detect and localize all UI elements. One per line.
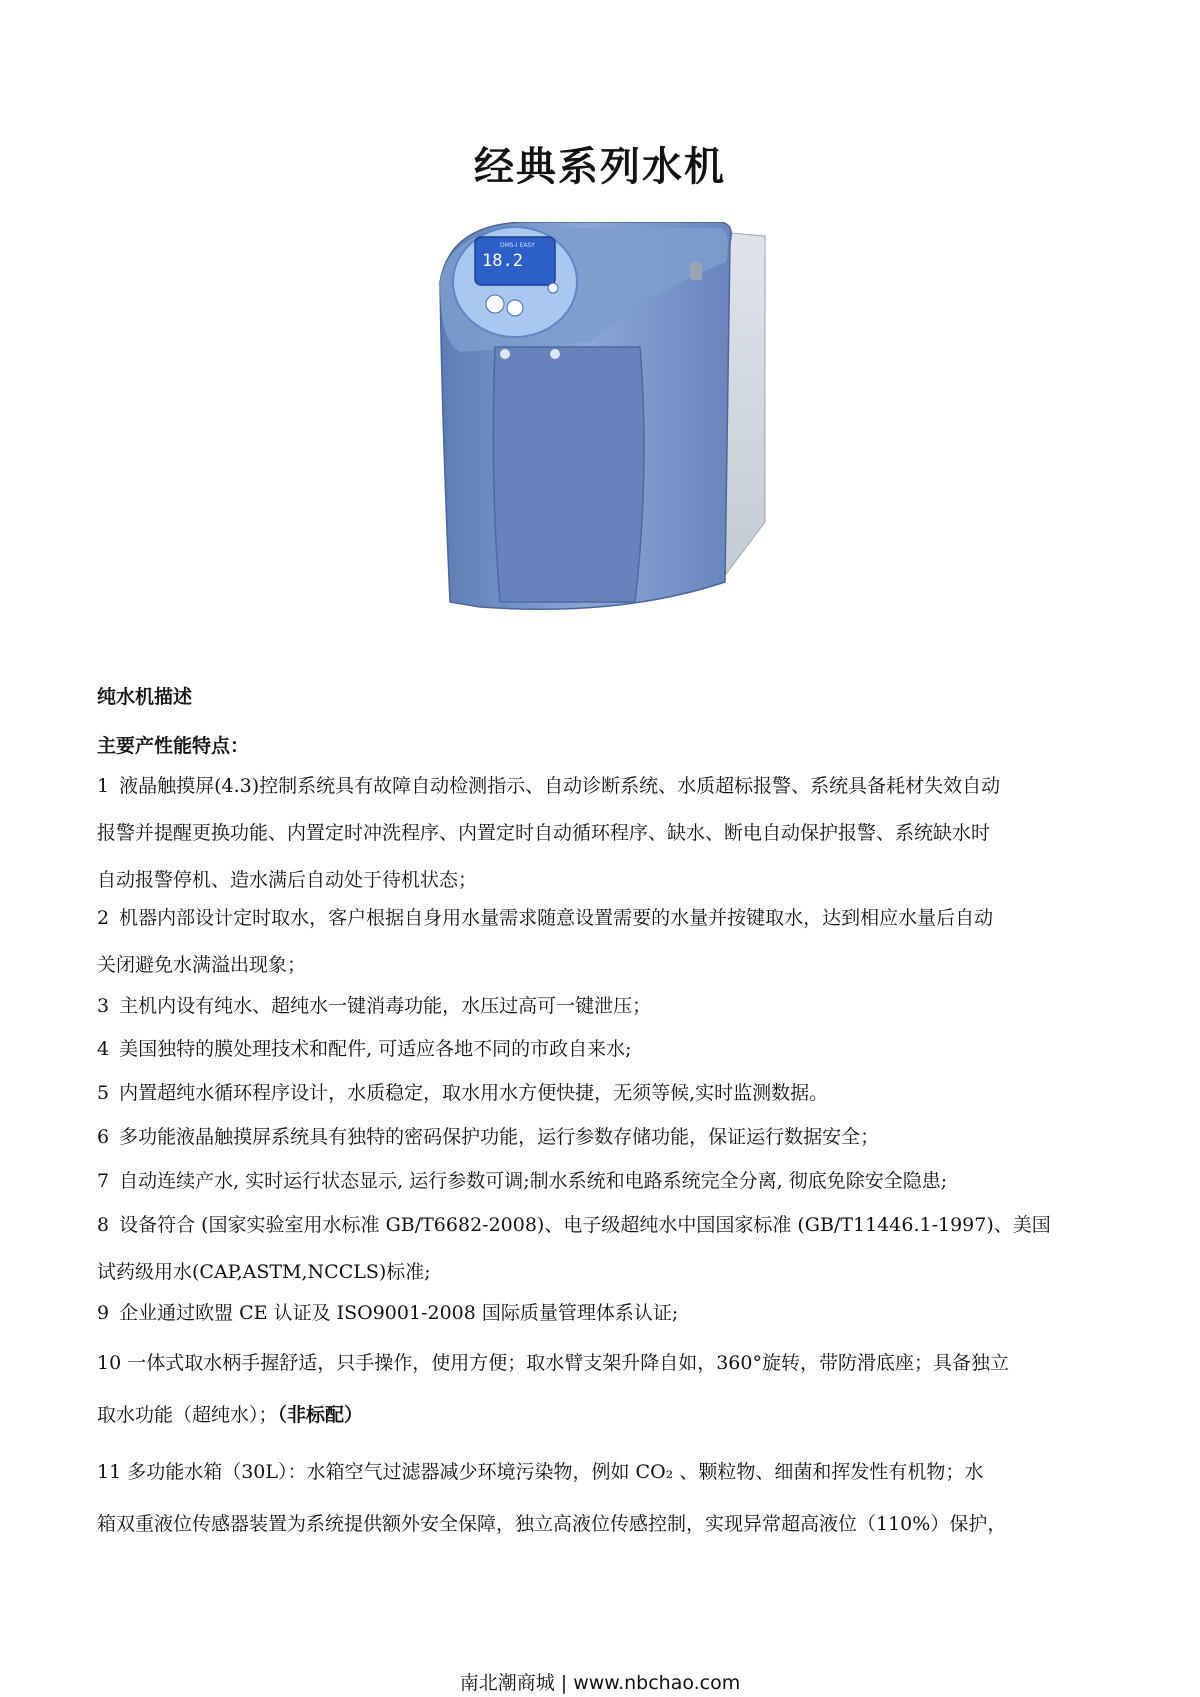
feature-item-3: 3 主机内设有纯水、超纯水一键消毒功能，水压过高可一键泄压； — [97, 995, 652, 1017]
panel-display-value: 18.2 — [482, 251, 523, 271]
feature-item-8: 8 设备符合 (国家实验室用水标准 GB/T6682-2008)、电子级超纯水中国国家标准 (GB/T11446.1-1997)、美国 试药级用水(CAP,ASTM,NCCLS)标准; — [97, 1214, 1051, 1283]
panel-small-text: DMS-I EASY — [500, 242, 535, 249]
feature-item-7: 7 自动连续产水, 实时运行状态显示, 运行参数可调;制水系统和电路系统完全分离, 彻底免除安全隐患; — [97, 1170, 948, 1192]
feature-item-5: 5 内置超纯水循环程序设计，水质稳定，取水用水方便快捷，无须等候,实时监测数据。 — [97, 1082, 829, 1104]
non-standard-label: （非标配） — [277, 1404, 364, 1426]
feature-item-1: 1 液晶触摸屏(4.3)控制系统具有故障自动检测指示、自动诊断系统、水质超标报警、系统具备耗材失效自动 报警并提醒更换功能、内置定时冲洗程序、内置定时自动循环程序、缺水、断电自动保护报警、系统缺水时 自动报警停机、造水满后自动处于待机状态； — [97, 775, 1001, 891]
features-title: 主要产性能特点： — [97, 735, 250, 757]
feature-item-6: 6 多功能液晶触摸屏系统具有独特的密码保护功能，运行参数存储功能，保证运行数据安全； — [97, 1126, 880, 1148]
feature-item-11: 11 多功能水箱（30L）：水箱空气过滤器减少环境污染物，例如 CO₂ 、颗粒物、细菌和挥发性有机物；水 箱双重液位传感器装置为系统提供额外安全保障，独立高液位传感控制，实现异常超高液位（110%）保护， — [97, 1461, 1007, 1535]
feature-item-4: 4 美国独特的膜处理技术和配件, 可适应各地不同的市政自来水; — [97, 1038, 632, 1060]
feature-item-10: 10 一体式取水柄手握舒适，只手操作，使用方便；取水臂支架升降自如，360°旋转，带防滑底座；具备独立 取水功能（超纯水）；（非标配） — [97, 1352, 1009, 1426]
feature-item-9: 9 企业通过欧盟 CE 认证及 ISO9001-2008 国际质量管理体系认证; — [97, 1302, 679, 1324]
water-purifier-image — [420, 222, 780, 642]
feature-item-2: 2 机器内部设计定时取水，客户根据自身用水量需求随意设置需要的水量并按键取水，达到相应水量后自动 关闭避免水满溢出现象； — [97, 907, 994, 976]
footer: 南北潮商城 | www.nbchao.com — [459, 1672, 741, 1694]
page-title: 经典系列水机 — [474, 144, 726, 190]
section-title: 纯水机描述 — [97, 686, 193, 708]
